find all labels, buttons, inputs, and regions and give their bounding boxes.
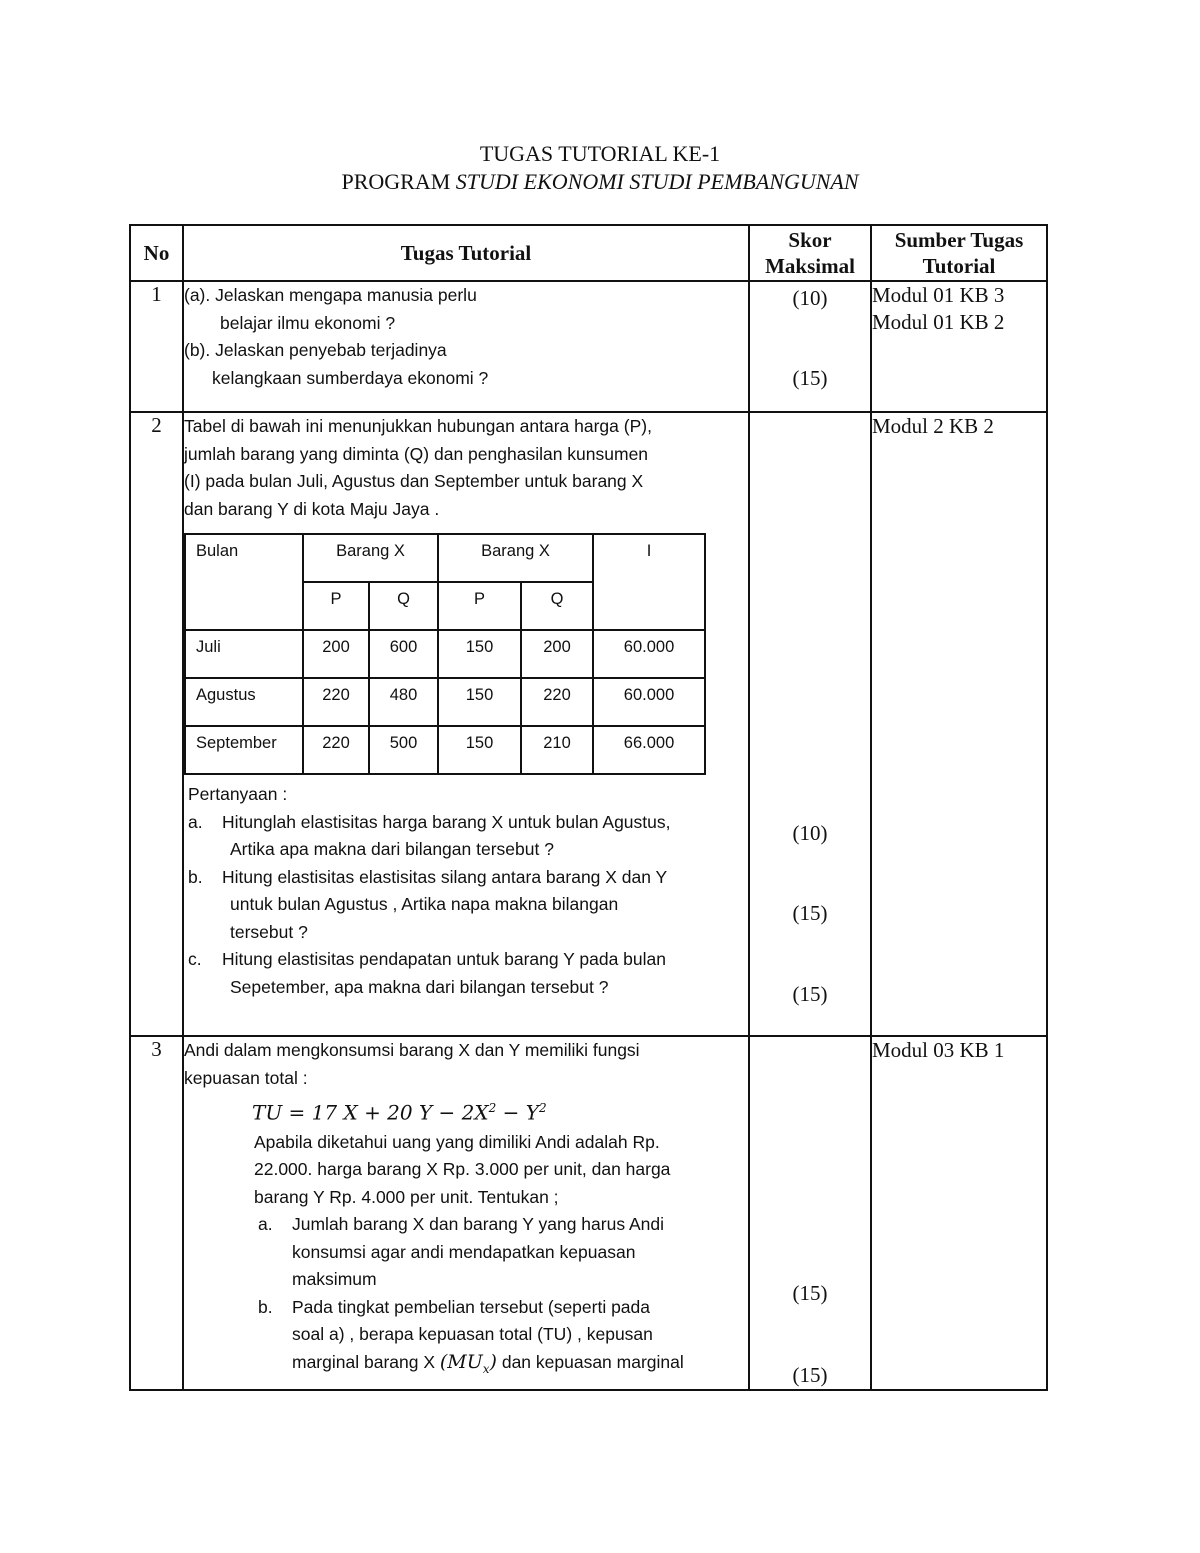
inner-subheader: P: [303, 582, 369, 630]
inner-cell: 150: [438, 726, 521, 774]
given-block: [184, 1129, 748, 1383]
sumber-cell-3: [871, 1036, 1047, 1390]
program-studi: STUDI: [455, 169, 519, 194]
task-text: Apabila diketahui uang yang dimiliki Andi adalah Rp.: [254, 1131, 660, 1152]
question-text: Artika apa makna dari bilangan tersebut ?: [230, 839, 554, 859]
question-text: untuk bulan Agustus , Artika napa makna bilangan: [230, 894, 619, 914]
inner-cell: 220: [521, 678, 593, 726]
inner-cell: 600: [369, 630, 438, 678]
skor-value: (15): [792, 1363, 828, 1387]
inner-subheader: Q: [369, 582, 438, 630]
question-text: Jumlah barang X dan barang Y yang harus Andi: [292, 1214, 664, 1235]
inner-data-row: [185, 630, 705, 678]
task-text: dan barang Y di kota Maju Jaya .: [184, 498, 440, 519]
skor-value: (15): [792, 1281, 828, 1305]
question-b: [184, 864, 748, 947]
inner-data-row: [185, 678, 705, 726]
row-number: 2: [130, 412, 183, 1036]
inner-header-bulan: Bulan: [185, 534, 303, 630]
question-text: konsumsi agar andi mendapatkan kepuasan: [292, 1241, 636, 1262]
header-skor: [749, 225, 871, 281]
question-text: Sepetember, apa makna dari bilangan tersebut ?: [230, 976, 609, 997]
header-skor-line1: Skor: [788, 228, 832, 252]
inner-cell: 150: [438, 678, 521, 726]
task-text: jumlah barang yang diminta (Q) dan penghasilan kunsumen: [184, 443, 649, 464]
table-row-2: [130, 412, 1047, 1036]
header-tugas: Tugas Tutorial: [183, 225, 749, 281]
table-header-row: [130, 225, 1047, 281]
formula-exponent: 2: [538, 1101, 547, 1115]
skor-value: (10): [792, 286, 828, 310]
skor-value: (15): [792, 982, 828, 1006]
mu-subscript: x: [482, 1361, 490, 1376]
task-label: (a).: [184, 285, 211, 305]
task-text: Jelaskan penyebab terjadinya: [210, 340, 447, 360]
header-no: No: [130, 225, 183, 281]
task-1a: [184, 282, 748, 310]
question-list: [184, 809, 748, 1002]
header-skor-line2: Maksimal: [765, 254, 855, 278]
inner-cell: 60.000: [593, 678, 705, 726]
header-sumber: [871, 225, 1047, 281]
inner-cell: 480: [369, 678, 438, 726]
task-text: kelangkaan sumberdaya ekonomi ?: [212, 367, 489, 388]
utility-formula: [184, 1092, 748, 1129]
table-row-3: [130, 1036, 1047, 1390]
inner-cell: 150: [438, 630, 521, 678]
question-text: soal a) , berapa kepuasan total (TU) , kepusan: [292, 1324, 653, 1345]
question-text-prefix: marginal barang X: [292, 1351, 440, 1372]
sumber-value: Modul 01 KB 3: [872, 283, 1005, 307]
skor-value: (15): [792, 366, 828, 390]
program-prefix: PROGRAM: [341, 169, 456, 194]
row-number: 3: [130, 1036, 183, 1390]
question-label: a.: [188, 811, 203, 832]
question-text-suffix: dan kepuasan marginal: [496, 1351, 684, 1372]
inner-cell: 210: [521, 726, 593, 774]
document-title: TUGAS TUTORIAL KE-1: [479, 141, 721, 166]
skor-cell-1: [749, 281, 871, 412]
mu-symbol: MU: [447, 1350, 483, 1373]
program-subtitle: [0, 168, 1200, 196]
program-name: EKONOMI STUDI PEMBANGUNAN: [518, 169, 859, 194]
inner-cell: 500: [369, 726, 438, 774]
skor-cell-3: [749, 1036, 871, 1390]
inner-header-row: [185, 534, 705, 582]
question-label: c.: [188, 949, 202, 969]
skor-cell-2: [749, 412, 871, 1036]
sumber-cell-1: [871, 281, 1047, 412]
inner-cell: 220: [303, 678, 369, 726]
inner-cell-month: September: [185, 726, 303, 774]
header-sumber-line1: Sumber Tugas: [894, 228, 1024, 252]
task-cell-2: [183, 412, 749, 1036]
inner-data-row: [185, 726, 705, 774]
row-number: 1: [130, 281, 183, 412]
task-1b: [184, 337, 748, 365]
question-label: b.: [188, 866, 203, 887]
tutorial-task-table: [129, 224, 1048, 1391]
inner-subheader: Q: [521, 582, 593, 630]
task-text: kepuasan total :: [184, 1067, 308, 1088]
header-sumber-line2: Tutorial: [922, 254, 996, 278]
question-text: Hitung elastisitas pendapatan untuk barang Y pada bulan: [222, 949, 667, 969]
question-text: Hitung elastisitas elastisitas silang antara barang X dan Y: [222, 866, 668, 887]
inner-cell: 60.000: [593, 630, 705, 678]
task-text: (I) pada bulan Juli, Agustus dan September untuk barang X: [184, 471, 644, 491]
document-title-block: [0, 140, 1200, 196]
marginal-utility-symbol: $(MU_x)$: [439, 1350, 497, 1376]
task-text: 22.000. harga barang X Rp. 3.000 per unit, dan harga: [254, 1159, 671, 1180]
question-text: Hitunglah elastisitas harga barang X untuk bulan Agustus,: [222, 811, 671, 832]
question-label: a.: [258, 1214, 273, 1235]
task-label: (b).: [184, 340, 211, 360]
question-a: [254, 1211, 748, 1294]
inner-cell: 66.000: [593, 726, 705, 774]
question-list: [254, 1211, 748, 1383]
sumber-value: Modul 2 KB 2: [872, 414, 994, 438]
inner-header-i: I: [593, 534, 705, 630]
task-cell-1: [183, 281, 749, 412]
skor-value: (15): [792, 901, 828, 925]
question-label: b.: [258, 1296, 273, 1317]
inner-cell-month: Agustus: [185, 678, 303, 726]
inner-header-barang: Barang X: [438, 534, 593, 582]
inner-cell: 200: [303, 630, 369, 678]
question-text: maksimum: [292, 1269, 377, 1290]
formula-tail: − Y: [496, 1100, 539, 1125]
question-text: [292, 1349, 748, 1383]
table-row-1: [130, 281, 1047, 412]
task-text: barang Y Rp. 4.000 per unit. Tentukan ;: [254, 1186, 559, 1207]
inner-header-barang: Barang X: [303, 534, 438, 582]
inner-subheader: P: [438, 582, 521, 630]
formula-exponent: 2: [488, 1101, 497, 1115]
question-b: [254, 1294, 748, 1383]
task-text: Andi dalam mengkonsumsi barang X dan Y memiliki fungsi: [184, 1040, 640, 1060]
sumber-value: Modul 03 KB 1: [872, 1038, 1005, 1062]
formula-main: TU = 17 X + 20 Y − 2X: [252, 1100, 489, 1125]
task-text: Tabel di bawah ini menunjukkan hubungan antara harga (P),: [184, 416, 652, 436]
question-text: tersebut ?: [230, 921, 308, 942]
inner-cell: 220: [303, 726, 369, 774]
pertanyaan-label: Pertanyaan :: [188, 784, 288, 804]
task-text: Jelaskan mengapa manusia perlu: [210, 285, 477, 305]
question-text: Pada tingkat pembelian tersebut (seperti pada: [292, 1296, 651, 1317]
inner-cell: 200: [521, 630, 593, 678]
question-a: [184, 809, 748, 864]
inner-cell-month: Juli: [185, 630, 303, 678]
price-quantity-table: [184, 533, 706, 775]
task-text: belajar ilmu ekonomi ?: [220, 312, 396, 333]
task-cell-3: [183, 1036, 749, 1390]
sumber-cell-2: [871, 412, 1047, 1036]
skor-value: (10): [792, 821, 828, 845]
sumber-value: Modul 01 KB 2: [872, 310, 1005, 334]
question-c: [184, 946, 748, 1001]
